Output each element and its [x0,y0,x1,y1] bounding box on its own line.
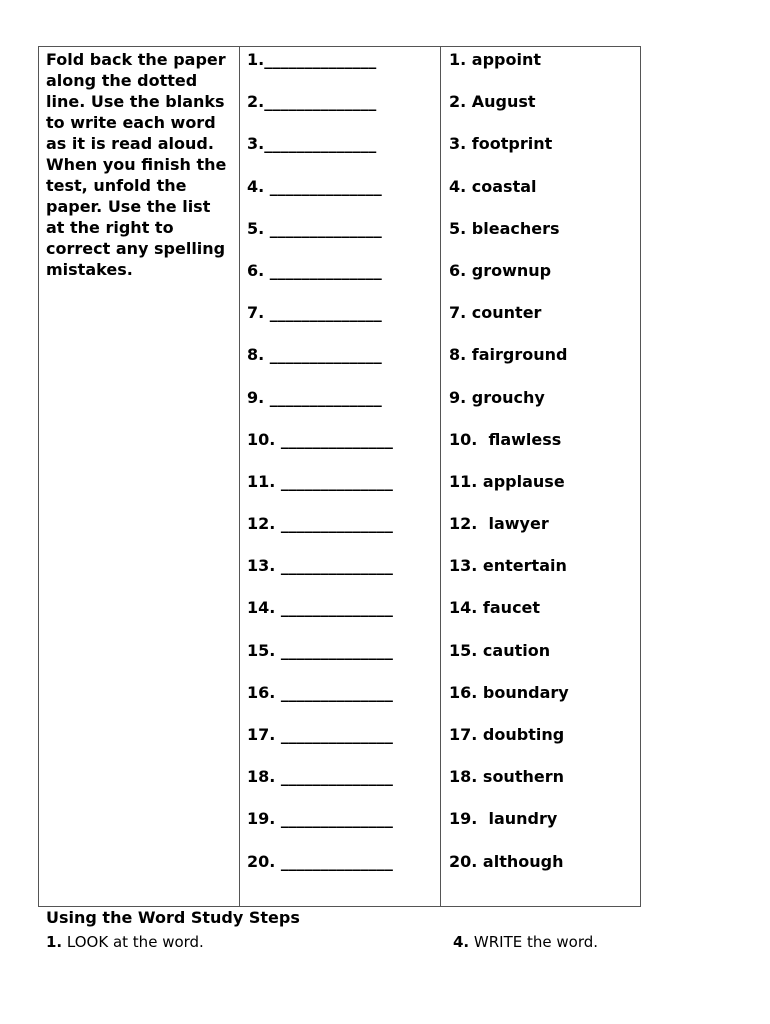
answer-blank: 13. ______________ [247,556,393,576]
instructions-text: Fold back the paper along the dotted line. Use the blanks to write each word as it is read aloud. When you finish the test, unfold the paper. Use the list at the right to correct any spelling mistakes. [46,50,227,279]
spelling-word: 14. faucet [449,598,541,618]
spelling-test-table [38,46,641,907]
spelling-word: 17. doubting [449,725,565,744]
word-study-step [46,932,204,952]
step-number: 1. [46,933,63,951]
word-study-steps-title: Using the Word Study Steps [46,908,300,927]
spelling-word: 18. southern [449,767,564,787]
spelling-word: 9. grouchy [449,387,545,407]
answer-blank: 8. ______________ [247,345,382,365]
answer-blank: 11. ______________ [247,471,393,491]
answer-blank: 19. ______________ [247,809,393,829]
spelling-word: 2. August [449,92,536,112]
spelling-word: 6. grownup [449,260,552,280]
answer-blank: 12. ______________ [247,514,393,534]
step-text: LOOK at the word. [66,933,204,951]
step-number: 4. [453,933,470,951]
spelling-word: 8. fairground [449,345,568,365]
answer-blank: 6. ______________ [247,260,382,280]
spelling-word: 10. flawless [449,429,562,449]
word-study-step [453,932,598,952]
answer-blank: 1.______________ [247,50,377,69]
answer-blank: 17. ______________ [247,725,393,744]
answer-blank: 9. ______________ [247,387,382,407]
answer-blank: 15. ______________ [247,640,393,660]
blanks-column [240,47,441,906]
answer-blank: 7. ______________ [247,303,382,323]
answer-blank: 5. ______________ [247,218,382,238]
spelling-word: 1. appoint [449,50,541,69]
answer-blank: 2.______________ [247,92,377,112]
word-list-column [441,47,640,906]
instructions-column [39,47,240,906]
spelling-word: 11. applause [449,471,565,491]
spelling-word: 3. footprint [449,134,553,154]
spelling-word: 15. caution [449,640,551,660]
spelling-word: 20. although [449,851,564,871]
answer-blank: 14. ______________ [247,598,393,618]
answer-blank: 3.______________ [247,134,377,154]
answer-blank: 18. ______________ [247,767,393,787]
spelling-word: 5. bleachers [449,218,560,238]
spelling-word: 13. entertain [449,556,567,576]
spelling-word: 16. boundary [449,682,569,702]
answer-blank: 4. ______________ [247,176,382,196]
answer-blank: 20. ______________ [247,851,393,871]
spelling-word: 12. lawyer [449,514,549,534]
spelling-word: 7. counter [449,303,542,323]
spelling-word: 19. laundry [449,809,558,829]
answer-blank: 10. ______________ [247,429,393,449]
spelling-word: 4. coastal [449,176,537,196]
answer-blank: 16. ______________ [247,682,393,702]
step-text: WRITE the word. [473,933,599,951]
